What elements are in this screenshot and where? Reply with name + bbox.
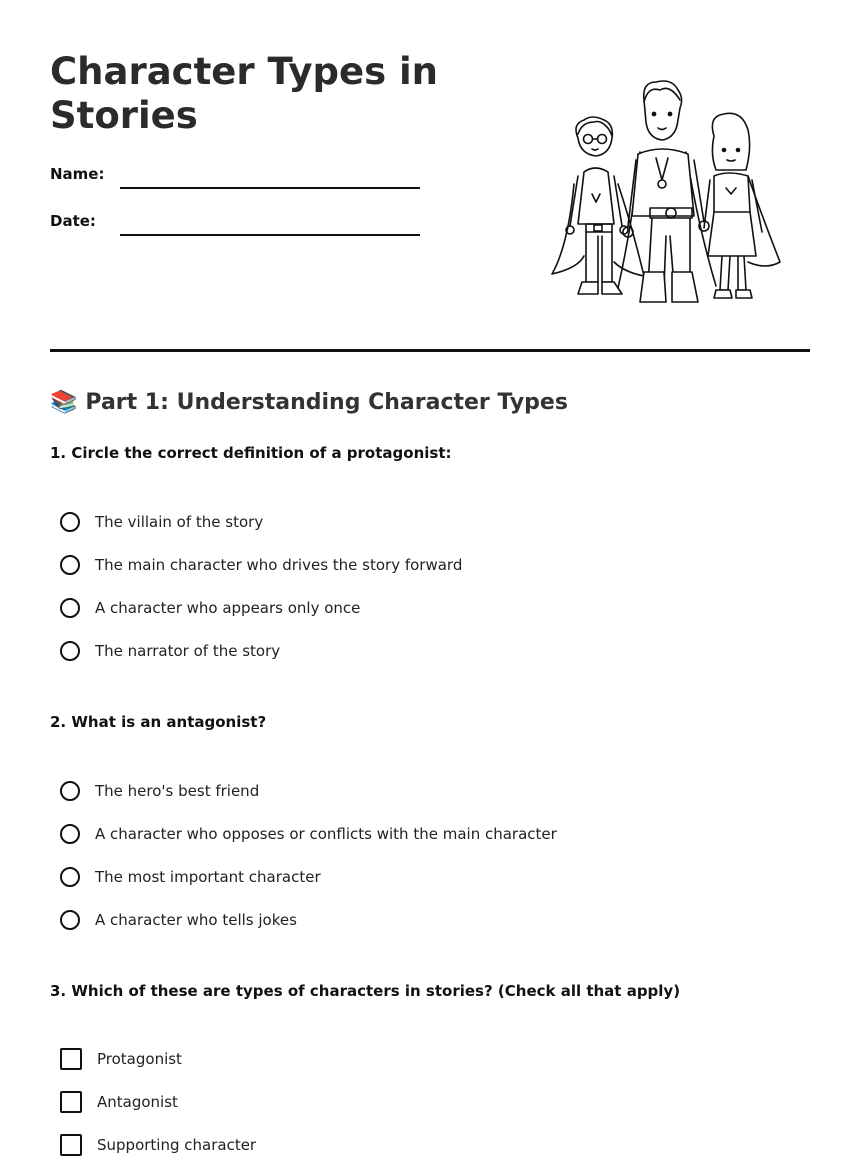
option-label: The most important character [95,868,321,886]
radio-circle[interactable] [60,512,80,532]
section-title-text: Part 1: Understanding Character Types [85,390,568,415]
checkbox[interactable] [60,1134,82,1156]
q1-option-1[interactable] [60,510,263,534]
q2-option-4[interactable] [60,908,297,932]
q2-option-2[interactable] [60,822,557,846]
option-label: The hero's best friend [95,782,260,800]
option-label: Protagonist [97,1050,182,1068]
date-field-line[interactable] [120,234,420,236]
date-label: Date: [50,212,96,230]
option-label: A character who tells jokes [95,911,297,929]
option-label: The main character who drives the story forward [95,556,463,574]
books-icon: 📚 [50,390,78,415]
q1-option-4[interactable] [60,639,280,663]
radio-circle[interactable] [60,641,80,661]
option-label: A character who opposes or conflicts with the main character [95,825,557,843]
q3-option-2[interactable] [60,1090,178,1114]
superhero-characters-illustration [548,76,784,310]
q2-option-3[interactable] [60,865,321,889]
question-1: 1. Circle the correct definition of a protagonist: [50,444,452,462]
radio-circle[interactable] [60,781,80,801]
radio-circle[interactable] [60,910,80,930]
option-label: The narrator of the story [95,642,281,660]
q3-option-1[interactable] [60,1047,182,1071]
header-divider [50,349,810,352]
option-label: Antagonist [97,1093,178,1111]
option-label: The villain of the story [95,513,264,531]
checkbox[interactable] [60,1048,82,1070]
name-field-line[interactable] [120,187,420,189]
name-label: Name: [50,165,105,183]
radio-circle[interactable] [60,598,80,618]
question-3: 3. Which of these are types of characters in stories? (Check all that apply) [50,982,681,1000]
option-label: A character who appears only once [95,599,361,617]
q2-option-1[interactable] [60,779,259,803]
q3-option-3[interactable] [60,1133,256,1157]
q1-option-3[interactable] [60,596,360,620]
worksheet-title: Character Types in Stories [50,50,438,137]
radio-circle[interactable] [60,867,80,887]
checkbox[interactable] [60,1091,82,1113]
woman-hero-figure [704,113,780,298]
question-2: 2. What is an antagonist? [50,713,267,731]
q1-option-2[interactable] [60,553,462,577]
radio-circle[interactable] [60,824,80,844]
radio-circle[interactable] [60,555,80,575]
section-heading-part-1 [50,387,568,419]
man-hero-figure [618,81,716,302]
option-label: Supporting character [97,1136,257,1154]
